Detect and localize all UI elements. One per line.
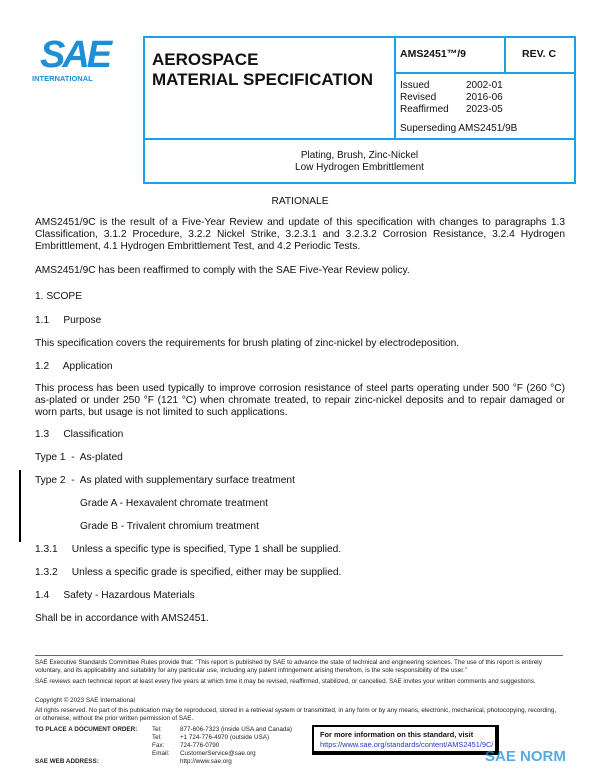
superseding: Superseding AMS2451/9B [400, 123, 518, 134]
standard-link[interactable]: https://www.sae.org/standards/content/AMS2451/9C/ [320, 740, 494, 749]
application-text: This process has been used typically to improve corrosion resistance of steel parts operating under 500 °F (260 °C) as-plated or under 250 °F (121 °C) when chromate treated, to repair zinc-nickel deposits and to repair damaged or worn parts, but usage is not limited to such applications. [35, 383, 565, 418]
contacts: Tel: 877-606-7323 (inside USA and Canada) Tel: +1 724-776-4970 (outside USA) Fax: 724-776-0790 Email: CustomerService@sae.org http://www.sae.org [152, 726, 293, 765]
footer-copyright: Copyright © 2023 SAE International [35, 697, 135, 704]
doc-type-title: AEROSPACE MATERIAL SPECIFICATION [152, 50, 373, 89]
rationale-text: AMS2451/9C is the result of a Five-Year Review and update of this specification with changes to paragraphs 1.3 Classification, 3.1.2 Procedure, 3.2.2 Nickel Strike, 3.2.3.1 and 3.2.3.2 Corrosion Resistance, 3.2.4 Hydrogen Embrittlement, 4.1 Hydrogen Embrittlement Test, and 4.2 Periodic Tests. [35, 217, 565, 252]
para-1-3-2: 1.3.2 Unless a specific grade is specified, either may be supplied. [35, 567, 342, 578]
subject: Plating, Brush, Zinc-Nickel Low Hydrogen Embrittlement [295, 150, 424, 173]
sae-logo: SAE [40, 34, 110, 76]
type-1: Type 1 - As-plated [35, 452, 123, 463]
section-application: 1.2 Application [35, 361, 113, 372]
footer-rules: SAE Executive Standards Committee Rules provide that: "This report is published by SAE to advance the state of technical and engineering sciences. The use of this report is entirely voluntary, and its applicability and suitability for any particular use, including any patent infringement arising therefrom, is the sole responsibility of the user." [35, 659, 542, 674]
section-scope: 1. SCOPE [35, 291, 82, 302]
info-box: For more information on this standard, visit https://www.sae.org/standards/content/AMS2451/9C/ [312, 725, 499, 755]
purpose-text: This specification covers the requirements for brush plating of zinc-nickel by electrodeposition. [35, 338, 460, 349]
web-address[interactable]: http://www.sae.org [180, 758, 232, 765]
section-safety: 1.4 Safety - Hazardous Materials [35, 590, 195, 601]
footer-divider [35, 655, 563, 656]
reaffirm-text: AMS2451/9C has been reaffirmed to comply with the SAE Five-Year Review policy. [35, 265, 410, 276]
watermark: SAE NORM [485, 748, 566, 765]
order-label: TO PLACE A DOCUMENT ORDER: [35, 726, 138, 733]
safety-text: Shall be in accordance with AMS2451. [35, 613, 209, 624]
change-bar [19, 470, 21, 542]
grade-b: Grade B - Trivalent chromium treatment [80, 521, 259, 532]
footer-review: SAE reviews each technical report at least every five years at which time it may be revised, reaffirmed, stabilized, or cancelled. SAE invites your written comments and suggestions. [35, 678, 536, 685]
section-purpose: 1.1 Purpose [35, 315, 102, 326]
web-label: SAE WEB ADDRESS: [35, 758, 99, 765]
rationale-heading: RATIONALE [271, 196, 329, 207]
section-classification: 1.3 Classification [35, 429, 124, 440]
doc-number: AMS2451™/9 [400, 48, 466, 60]
footer-rights: All rights reserved. No part of this publication may be reproduced, stored in a retrieval system or transmitted, in any form or by any means, electronic, mechanical, photocopying, recording, or otherwise, without the prior written permission of SAE. [35, 707, 557, 722]
para-1-3-1: 1.3.1 Unless a specific type is specified, Type 1 shall be supplied. [35, 544, 342, 555]
dates: Issued 2002-01 Revised 2016-06 Reaffirmed 2023-05 [400, 80, 503, 115]
type-2: Type 2 - As plated with supplementary surface treatment [35, 475, 295, 486]
grade-a: Grade A - Hexavalent chromate treatment [80, 498, 268, 509]
revision: REV. C [522, 48, 557, 60]
sae-logo-subtitle: INTERNATIONAL [32, 74, 93, 83]
